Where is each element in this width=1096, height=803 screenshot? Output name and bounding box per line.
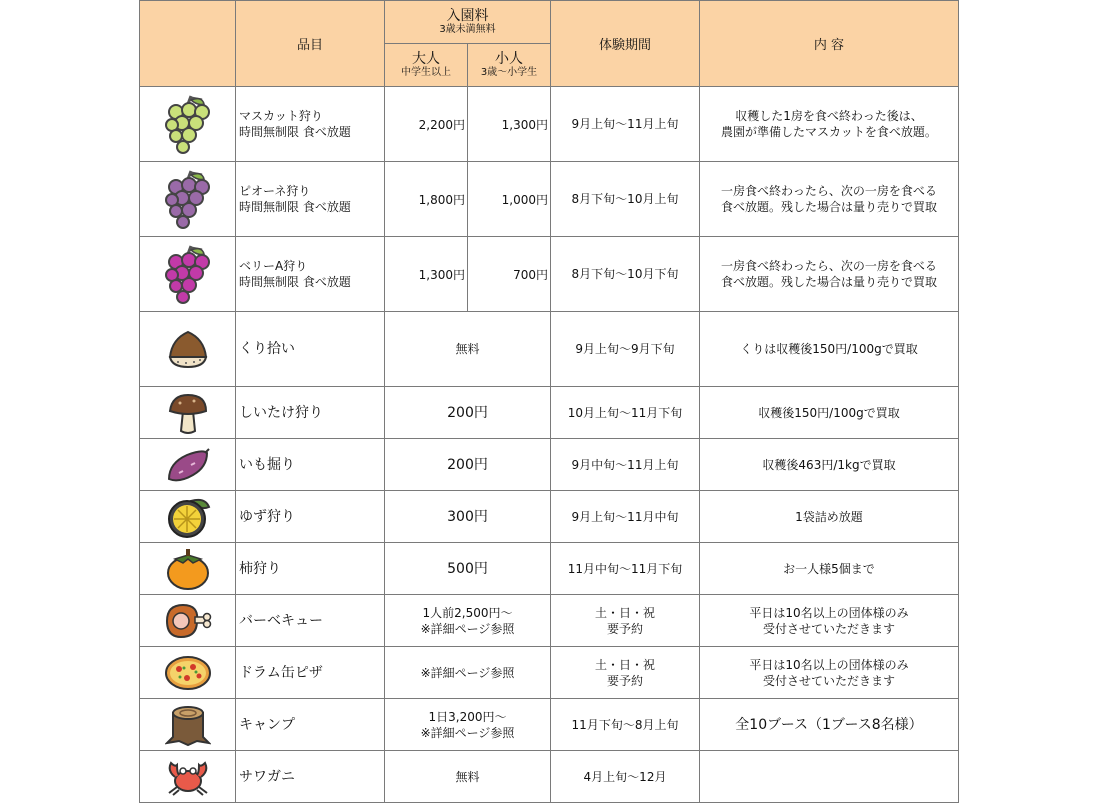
row-content [700,647,959,699]
row-period-line1: 土・日・祝 [594,605,655,620]
row-name: ゆず狩り [239,508,295,525]
row-icon-cell [140,543,236,595]
row-name: ドラム缶ピザ [239,664,323,681]
row-adult-fee: 1,300円 [385,237,468,312]
row-fee-line2: ※詳細ページ参照 [420,725,515,740]
sweet-potato-icon [165,445,211,485]
yuzu-icon [165,495,211,539]
row-name-note: 時間無制限 食べ放題 [239,275,351,289]
row-name-cell [236,543,385,595]
row-name-cell [236,312,385,387]
row-content-line2: 食べ放題。残した場合は量り売りで買取 [720,200,937,214]
row-icon-cell [140,87,236,162]
row-fee [385,595,551,647]
row-name-cell [236,237,385,312]
row-period-line1: 土・日・祝 [594,657,655,672]
row-content-line1: 平日は10名以上の団体様のみ [749,657,909,672]
persimmon-icon [165,547,211,591]
row-period-line2: 要予約 [606,673,643,688]
row-child-fee: 700円 [468,237,551,312]
table-row [140,647,959,699]
header-child-note: 3歳～小学生 [480,67,538,78]
row-content-line1: 収穫した1房を食べ終わった後は、 [735,109,923,123]
row-name: ピオーネ狩り [239,184,311,198]
row-period: 9月上旬～9月下旬 [551,312,700,387]
row-content [700,87,959,162]
row-content-line2: 農園が準備したマスカットを食べ放題。 [721,125,937,139]
row-icon-cell [140,439,236,491]
row-content: お一人様5個まで [700,543,959,595]
table-row [140,751,959,803]
row-period: 9月上旬～11月中旬 [551,491,700,543]
row-period: 8月下旬～10月上旬 [551,162,700,237]
row-content [700,237,959,312]
row-period: 4月上旬～12月 [551,751,700,803]
shiitake-icon [166,391,210,435]
table-row [140,162,959,237]
row-period: 9月上旬～11月上旬 [551,87,700,162]
table-row [140,595,959,647]
row-period: 10月上旬～11月下旬 [551,387,700,439]
row-content: 収穫後150円/100gで買取 [700,387,959,439]
header-adult [385,44,468,87]
row-content [700,595,959,647]
row-name-cell [236,699,385,751]
header-adult-label: 大人 [412,51,440,67]
row-fee: 200円 [385,439,551,491]
row-name: バーベキュー [239,612,323,629]
row-icon-cell [140,491,236,543]
row-icon-cell [140,237,236,312]
crab-icon [165,757,211,797]
row-adult-fee: 2,200円 [385,87,468,162]
row-period: 8月下旬～10月下旬 [551,237,700,312]
row-period [551,647,700,699]
row-content [700,162,959,237]
header-item: 品目 [236,1,385,87]
header-period: 体験期間 [551,1,700,87]
header-admission-label: 入園料 [446,8,489,24]
row-name-cell [236,87,385,162]
row-content-line2: 受付させていただきます [762,673,895,688]
row-name-cell [236,595,385,647]
row-adult-fee: 1,800円 [385,162,468,237]
table-row [140,387,959,439]
header-child [468,44,551,87]
header-content: 内 容 [700,1,959,87]
row-period: 9月中旬～11月上旬 [551,439,700,491]
row-icon-cell [140,312,236,387]
row-period: 11月下旬～8月上旬 [551,699,700,751]
table-row [140,87,959,162]
header-admission-note: 3歳未満無料 [439,24,496,35]
row-name: ベリーA狩り [239,259,308,273]
row-fee-line1: 1人前2,500円～ [422,605,513,620]
row-child-fee: 1,300円 [468,87,551,162]
tree-stump-icon [165,703,211,747]
row-icon-cell [140,387,236,439]
table-row [140,237,959,312]
header-admission [385,1,551,44]
row-fee: 500円 [385,543,551,595]
row-content: 収穫後463円/1kgで買取 [700,439,959,491]
row-content-line1: 一房食べ終わったら、次の一房を食べる [721,184,937,198]
table-row [140,439,959,491]
row-name: サワガニ [239,768,295,785]
row-name: しいたけ狩り [239,404,323,421]
row-name: キャンプ [239,716,295,733]
row-icon-cell [140,162,236,237]
table-row [140,312,959,387]
row-name-note: 時間無制限 食べ放題 [239,125,351,139]
table-row [140,699,959,751]
row-fee: 300円 [385,491,551,543]
row-name-cell [236,491,385,543]
row-icon-cell [140,595,236,647]
row-content [700,751,959,803]
pizza-icon [163,653,213,693]
row-icon-cell [140,751,236,803]
header-adult-note: 中学生以上 [401,67,451,78]
row-icon-cell [140,647,236,699]
table-row [140,543,959,595]
price-table [139,0,959,803]
row-name-cell [236,439,385,491]
row-content-line2: 受付させていただきます [762,621,895,636]
row-period: 11月中旬～11月下旬 [551,543,700,595]
row-content-line1: 平日は10名以上の団体様のみ [749,605,909,620]
row-name-cell [236,162,385,237]
magenta-grape-icon [158,244,218,304]
row-name-cell [236,751,385,803]
row-child-fee: 1,000円 [468,162,551,237]
meat-icon [163,601,213,641]
green-grape-icon [158,94,218,154]
row-fee [385,699,551,751]
row-content-line2: 食べ放題。残した場合は量り売りで買取 [720,275,937,289]
purple-grape-icon [158,169,218,229]
row-content: 1袋詰め放題 [700,491,959,543]
chestnut-icon [166,329,210,369]
row-fee: 200円 [385,387,551,439]
row-content: くりは収穫後150円/100gで買取 [700,312,959,387]
row-icon-cell [140,699,236,751]
row-name: 柿狩り [239,560,281,577]
row-name-cell [236,647,385,699]
row-content-line1: 一房食べ終わったら、次の一房を食べる [721,259,937,273]
row-fee: ※詳細ページ参照 [385,647,551,699]
row-period-line2: 要予約 [606,621,643,636]
row-name: マスカット狩り [239,109,323,123]
row-name: くり拾い [239,341,295,357]
row-fee-line2: ※詳細ページ参照 [420,621,515,636]
row-fee-line1: 1日3,200円～ [428,709,507,724]
table-row [140,491,959,543]
row-period [551,595,700,647]
header-icon-col [140,1,236,87]
row-name: いも掘り [239,456,295,473]
row-name-cell [236,387,385,439]
row-content: 全10ブース（1ブース8名様） [700,699,959,751]
row-fee: 無料 [385,751,551,803]
row-fee: 無料 [385,312,551,387]
header-child-label: 小人 [495,51,523,67]
row-name-note: 時間無制限 食べ放題 [239,200,351,214]
